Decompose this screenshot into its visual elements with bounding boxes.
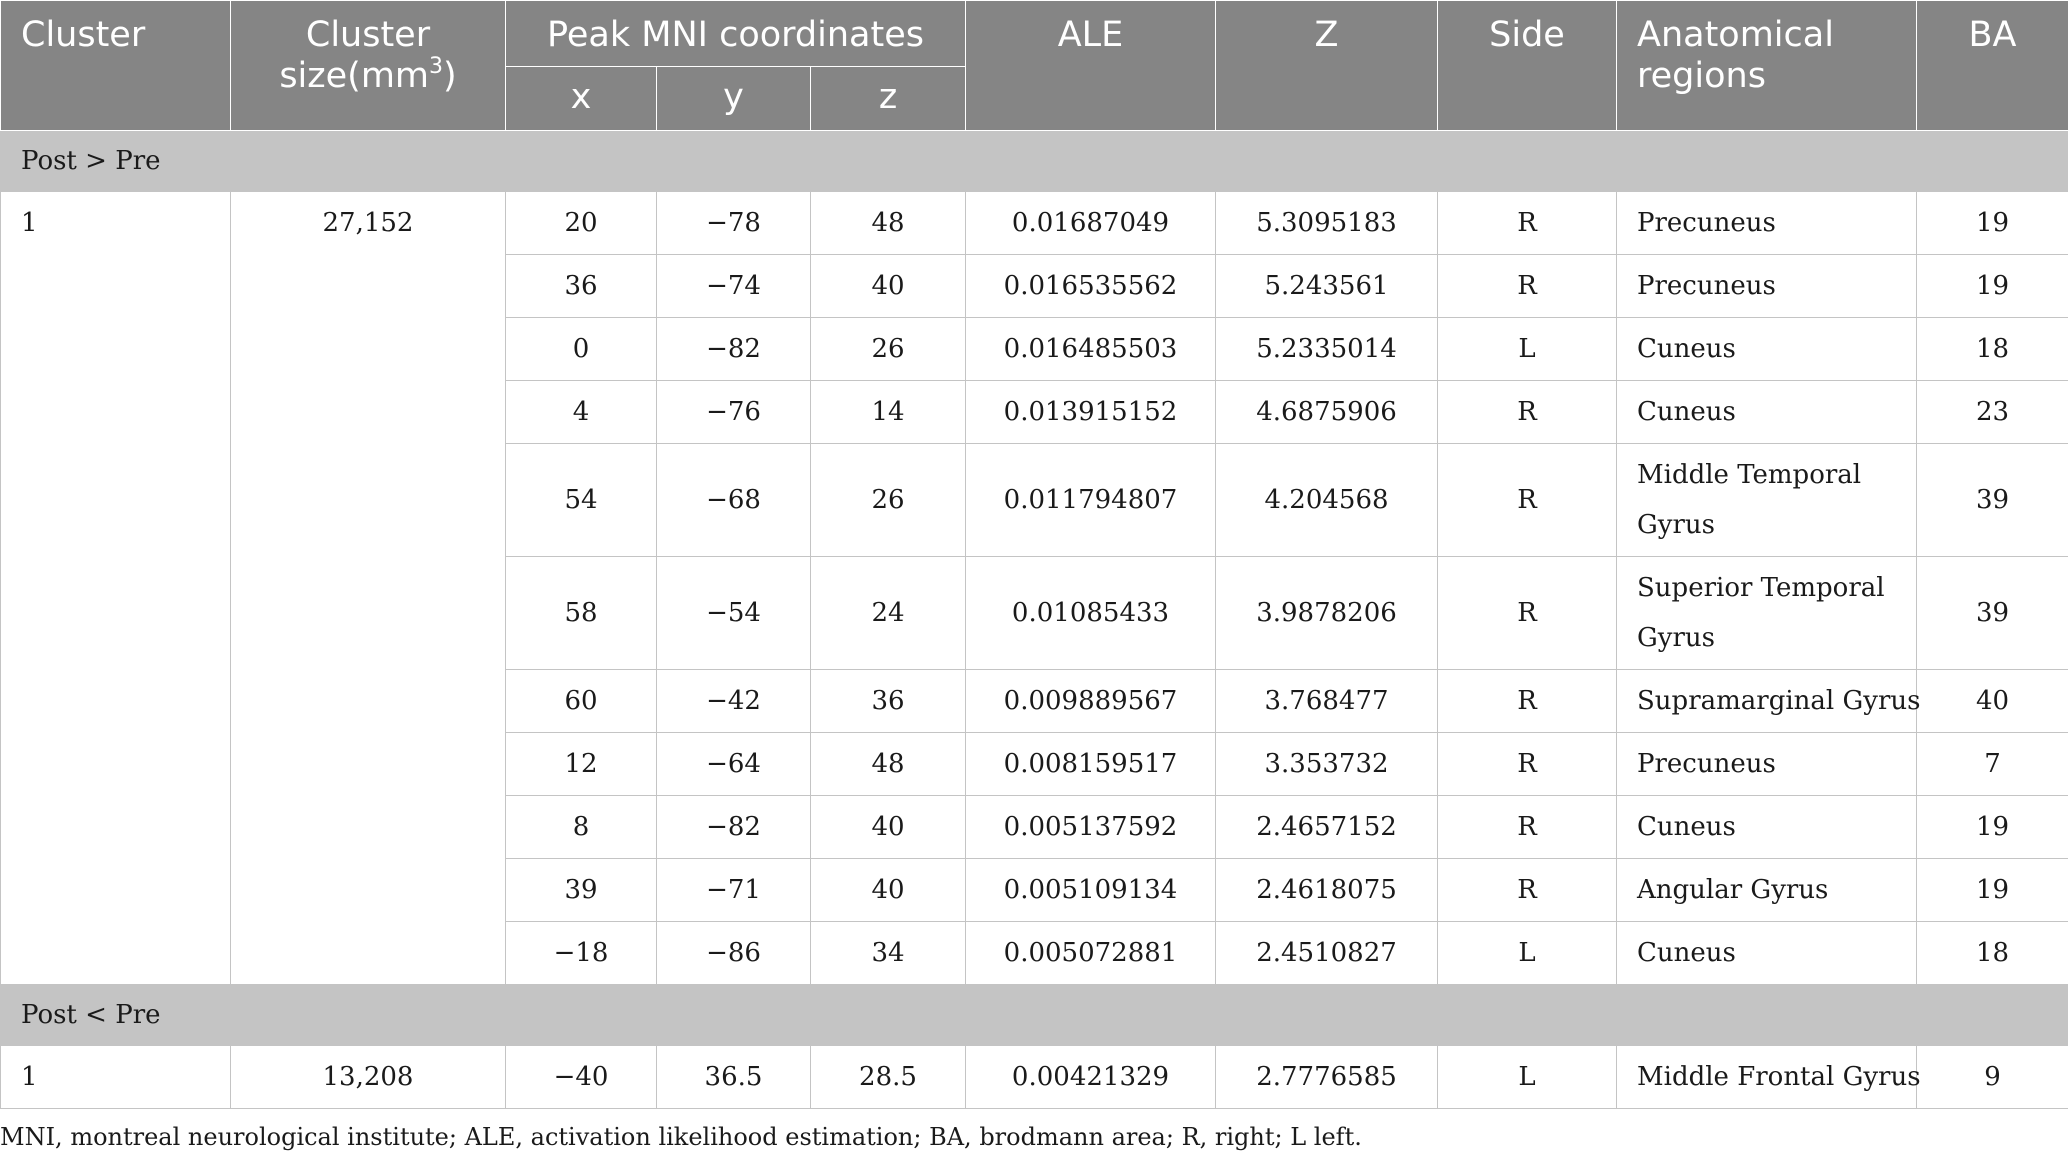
cell-ale: 0.005072881 <box>966 922 1216 985</box>
cell-z-score: 5.2335014 <box>1216 318 1438 381</box>
cell-ba: 39 <box>1917 444 2068 557</box>
header-x: x <box>506 67 657 131</box>
cell-z: 24 <box>811 557 966 670</box>
cell-y: 36.5 <box>657 1046 811 1109</box>
cell-y: −54 <box>657 557 811 670</box>
cell-z: 40 <box>811 859 966 922</box>
header-side: Side <box>1438 1 1617 131</box>
header-ba: BA <box>1917 1 2068 131</box>
cell-anatomical-region: Cuneus <box>1617 318 1917 381</box>
cell-z: 40 <box>811 255 966 318</box>
cell-ale: 0.011794807 <box>966 444 1216 557</box>
cell-x: 54 <box>506 444 657 557</box>
cell-cluster-size: 13,208 <box>231 1046 506 1109</box>
cell-ba: 18 <box>1917 318 2068 381</box>
cell-ale: 0.008159517 <box>966 733 1216 796</box>
cell-ale: 0.016485503 <box>966 318 1216 381</box>
header-y: y <box>657 67 811 131</box>
cell-z-score: 2.4510827 <box>1216 922 1438 985</box>
cell-x: 39 <box>506 859 657 922</box>
cell-z-score: 2.4657152 <box>1216 796 1438 859</box>
cell-z-score: 3.9878206 <box>1216 557 1438 670</box>
cell-ba: 19 <box>1917 859 2068 922</box>
cell-z-score: 5.3095183 <box>1216 192 1438 255</box>
cell-anatomical-region: Precuneus <box>1617 255 1917 318</box>
cell-y: −86 <box>657 922 811 985</box>
cell-z: 34 <box>811 922 966 985</box>
cell-cluster-size: 27,152 <box>231 192 506 985</box>
cell-y: −68 <box>657 444 811 557</box>
cell-z-score: 4.6875906 <box>1216 381 1438 444</box>
cell-z-score: 2.4618075 <box>1216 859 1438 922</box>
table-header <box>1 1 2068 131</box>
cell-anatomical-region: Superior Temporal Gyrus <box>1617 557 1917 670</box>
cell-z: 48 <box>811 192 966 255</box>
cell-y: −42 <box>657 670 811 733</box>
cell-y: −71 <box>657 859 811 922</box>
cell-ale: 0.01085433 <box>966 557 1216 670</box>
header-peak-mni: Peak MNI coordinates <box>506 1 966 67</box>
cell-side: R <box>1438 670 1617 733</box>
cell-side: R <box>1438 859 1617 922</box>
cell-x: 0 <box>506 318 657 381</box>
cell-anatomical-region: Angular Gyrus <box>1617 859 1917 922</box>
header-cluster-size-close: ) <box>443 56 457 96</box>
cell-z: 26 <box>811 318 966 381</box>
cell-x: 8 <box>506 796 657 859</box>
cell-anatomical-region: Cuneus <box>1617 796 1917 859</box>
header-z: z <box>811 67 966 131</box>
cell-z: 28.5 <box>811 1046 966 1109</box>
cell-ba: 39 <box>1917 557 2068 670</box>
cell-anatomical-region: Middle Frontal Gyrus <box>1617 1046 1917 1109</box>
cell-anatomical-region: Precuneus <box>1617 733 1917 796</box>
cell-ale: 0.005137592 <box>966 796 1216 859</box>
cell-y: −74 <box>657 255 811 318</box>
cell-ale: 0.016535562 <box>966 255 1216 318</box>
cell-z: 40 <box>811 796 966 859</box>
header-cluster-size-text: Cluster size(mm <box>279 15 431 96</box>
table-row <box>1 1046 2068 1109</box>
section-label: Post < Pre <box>1 985 2068 1046</box>
section-label: Post > Pre <box>1 131 2068 192</box>
cell-side: R <box>1438 192 1617 255</box>
cell-y: −78 <box>657 192 811 255</box>
cell-side: L <box>1438 318 1617 381</box>
table-row <box>1 192 2068 255</box>
cell-ba: 23 <box>1917 381 2068 444</box>
cell-anatomical-region: Middle Temporal Gyrus <box>1617 444 1917 557</box>
cell-z-score: 3.353732 <box>1216 733 1438 796</box>
cell-x: 58 <box>506 557 657 670</box>
cell-side: L <box>1438 922 1617 985</box>
cell-z-score: 5.243561 <box>1216 255 1438 318</box>
cell-z-score: 2.7776585 <box>1216 1046 1438 1109</box>
cell-side: R <box>1438 444 1617 557</box>
cell-ale: 0.00421329 <box>966 1046 1216 1109</box>
section-row <box>1 985 2068 1046</box>
cell-ba: 19 <box>1917 796 2068 859</box>
cell-ale: 0.005109134 <box>966 859 1216 922</box>
section-row <box>1 131 2068 192</box>
cell-x: 12 <box>506 733 657 796</box>
cell-x: −18 <box>506 922 657 985</box>
cell-y: −76 <box>657 381 811 444</box>
cell-ba: 7 <box>1917 733 2068 796</box>
cell-cluster: 1 <box>1 1046 231 1109</box>
cell-ba: 19 <box>1917 192 2068 255</box>
cell-y: −64 <box>657 733 811 796</box>
cell-side: R <box>1438 557 1617 670</box>
cell-x: −40 <box>506 1046 657 1109</box>
cell-side: R <box>1438 733 1617 796</box>
cell-side: L <box>1438 1046 1617 1109</box>
cell-ba: 9 <box>1917 1046 2068 1109</box>
cell-anatomical-region: Cuneus <box>1617 381 1917 444</box>
header-z-score: Z <box>1216 1 1438 131</box>
cell-y: −82 <box>657 796 811 859</box>
cell-ba: 18 <box>1917 922 2068 985</box>
cell-x: 20 <box>506 192 657 255</box>
cell-y: −82 <box>657 318 811 381</box>
cell-ba: 40 <box>1917 670 2068 733</box>
cell-ale: 0.009889567 <box>966 670 1216 733</box>
cell-side: R <box>1438 381 1617 444</box>
cell-z: 14 <box>811 381 966 444</box>
cell-side: R <box>1438 255 1617 318</box>
header-anatomical-line2: regions <box>1637 56 1766 96</box>
cell-x: 4 <box>506 381 657 444</box>
cell-z: 48 <box>811 733 966 796</box>
cell-anatomical-region: Precuneus <box>1617 192 1917 255</box>
cell-z: 26 <box>811 444 966 557</box>
header-cluster-size <box>231 1 506 131</box>
cell-anatomical-region: Cuneus <box>1617 922 1917 985</box>
table-footnote: MNI, montreal neurological institute; ALE, activation likelihood estimation; BA, brodmann area; R, right; L left. <box>0 1123 1362 1151</box>
cell-cluster: 1 <box>1 192 231 985</box>
cell-ale: 0.01687049 <box>966 192 1216 255</box>
cell-x: 60 <box>506 670 657 733</box>
header-anatomical-regions <box>1617 1 1917 131</box>
table-body <box>1 131 2068 1109</box>
cell-side: R <box>1438 796 1617 859</box>
cell-ale: 0.013915152 <box>966 381 1216 444</box>
cell-ba: 19 <box>1917 255 2068 318</box>
cell-x: 36 <box>506 255 657 318</box>
cell-z-score: 4.204568 <box>1216 444 1438 557</box>
header-row <box>1 1 2068 67</box>
header-anatomical-line1: Anatomical <box>1637 15 1834 55</box>
cell-z: 36 <box>811 670 966 733</box>
cell-anatomical-region: Supramarginal Gyrus <box>1617 670 1917 733</box>
cell-z-score: 3.768477 <box>1216 670 1438 733</box>
header-ale: ALE <box>966 1 1216 131</box>
header-cluster: Cluster <box>1 1 231 131</box>
header-cluster-size-sup: 3 <box>429 54 444 79</box>
